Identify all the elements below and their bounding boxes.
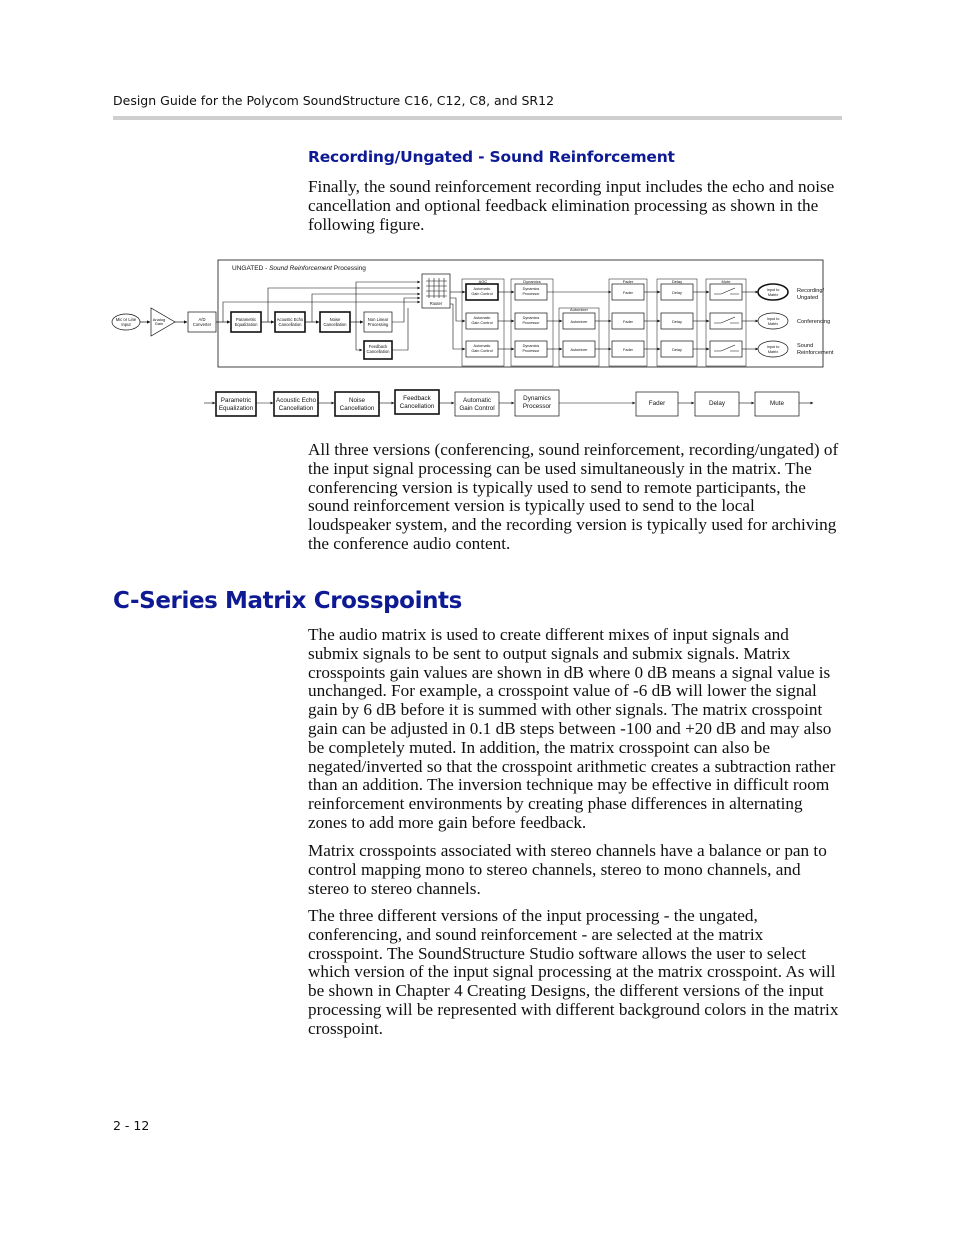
- matrix-paragraph: The audio matrix is used to create different mixes of input signals and submix signals to be sent to output signals and submix signals. Matrix crosspoints gain values are shown in dB where 0 dB means a signal value is unchanged. For example, a crosspoint value of -6 dB will lower the signal gain by 6 dB before it is summed with other signals. The matrix crosspoint gain can be adjusted in 0.1 dB steps between -100 and +20 dB and may also be completely muted. In addition, the matrix crosspoint can also be negated/inverted so that the crosspoint arithmetic creates a subtraction rather than an addition. The inversion technique may be effective in difficult room reinforcement environments by creating phase differences in alternating zones to add more gain before feedback.: [308, 625, 836, 832]
- fader-2-label: Fader: [623, 320, 633, 324]
- agc-column-label: AGC: [478, 279, 488, 284]
- signal-flow-figure: [108, 252, 848, 422]
- dyn-3-label-1: Dynamics: [522, 344, 540, 348]
- analog-gain-label-2: Gain: [154, 321, 164, 326]
- chain-agc-label-2: Gain Control: [459, 405, 495, 412]
- chain-feedback-label-2: Cancellation: [399, 403, 435, 410]
- chain-nc-label-1: Noise: [348, 397, 366, 404]
- agc-2-label-2: Gain Control: [471, 321, 493, 325]
- router-label: Router: [429, 301, 443, 306]
- subsection-heading: Recording/Ungated - Sound Reinforcement: [308, 148, 675, 166]
- chain-peq-box: [216, 392, 256, 416]
- dyn-3-label-2: Processor: [522, 349, 540, 353]
- dynamics-column-label: Dynamics: [523, 279, 541, 284]
- chain-dynamics-label-1: Dynamics: [523, 395, 551, 402]
- chain-feedback-label-1: Feedback: [403, 395, 431, 402]
- nlp-label-2: Processing: [367, 322, 389, 327]
- automixer-1-label: Automixer: [570, 320, 588, 324]
- output-recording-label-2: Ungated: [797, 295, 819, 301]
- section-heading: C-Series Matrix Crosspoints: [113, 588, 462, 614]
- chain-dynamics-label-2: Processor: [522, 403, 552, 410]
- ad-converter-label-1: A/D: [198, 317, 206, 322]
- feedback-label-1: Feedback: [368, 344, 388, 349]
- agc-2-label-1: Automatic: [473, 316, 491, 320]
- chain-aec-box: [274, 392, 318, 416]
- matrix-input-node-2: [758, 313, 788, 329]
- analog-gain-label-1: Analog: [152, 317, 166, 322]
- dyn-2-label-2: Processor: [522, 321, 540, 325]
- chain-aec-label-2: Cancellation: [278, 405, 314, 412]
- matrix-1-label-1: Input to: [766, 288, 780, 292]
- matrix-2-label-1: Input to: [766, 317, 780, 321]
- aec-label-2: Cancellation: [278, 322, 302, 327]
- aec-label-1: Acoustic Echo: [276, 317, 304, 322]
- matrix-input-node-1: [758, 284, 788, 300]
- output-conferencing-label: Conferencing: [797, 319, 831, 325]
- chain-mute-label: Mute: [770, 400, 784, 407]
- fader-3-label: Fader: [623, 348, 633, 352]
- processing-chain: [204, 390, 813, 416]
- fader-column-label: Fader: [622, 279, 634, 284]
- agc-3-label-2: Gain Control: [471, 349, 493, 353]
- chain-nc-label-2: Cancellation: [339, 405, 375, 412]
- mic-input-label-1: Mic or Line: [115, 317, 137, 322]
- chain-aec-label-1: Acoustic Echo: [276, 397, 316, 404]
- intro-paragraph: Finally, the sound reinforcement recording input includes the echo and noise cancellation and optional feedback elimination processing as shown in the following figure.: [308, 177, 835, 234]
- chain-feedback-box: [395, 390, 439, 414]
- mute-column-label: Mute: [721, 279, 731, 284]
- chain-fader-label: Fader: [648, 400, 666, 407]
- chain-peq-label-1: Parametric: [220, 397, 252, 404]
- dyn-1-label-1: Dynamics: [522, 287, 540, 291]
- versions-selection-paragraph: The three different versions of the input processing - the ungated, conferencing, and sound reinforcement - are selected at the matrix crosspoint. The SoundStructure Studio software allows the user to select which version of the input signal processing at the matrix crosspoint. As will be shown in Chapter 4 Creating Designs, the different versions of the input processing will be represented with different background colors in the matrix crosspoint.: [308, 906, 839, 1038]
- feedback-label-2: Cancellation: [366, 349, 390, 354]
- matrix-3-label-1: Input to: [766, 345, 780, 349]
- running-header: Design Guide for the Polycom SoundStructure C16, C12, C8, and SR12: [113, 93, 555, 108]
- peq-label-1: Parametric: [235, 317, 257, 322]
- page-number: 2 - 12: [113, 1118, 150, 1133]
- fader-1-label: Fader: [623, 291, 633, 295]
- delay-2-label: Delay: [672, 320, 682, 324]
- chain-delay-label: Delay: [708, 400, 726, 407]
- chain-nc-box: [335, 392, 379, 416]
- output-sr-label-2: Reinforcement: [797, 350, 834, 356]
- ungated-processing-label: UNGATED - Sound Reinforcement Processing: [232, 265, 366, 272]
- delay-1-label: Delay: [672, 291, 682, 295]
- stereo-paragraph: Matrix crosspoints associated with stereo channels have a balance or pan to control mapping mono to stereo channels, stereo to mono channels, and stereo to stereo channels.: [308, 841, 827, 898]
- versions-paragraph: All three versions (conferencing, sound reinforcement, recording/ungated) of the input signal processing can be used simultaneously in the matrix. The conferencing version is typically used to send to remote participants, the sound reinforcement version is typically used to send to the local loudspeaker system, and the recording version is typically used for archiving the conference audio content.: [308, 440, 839, 553]
- delay-3-label: Delay: [672, 348, 682, 352]
- agc-1-label-2: Gain Control: [471, 292, 493, 296]
- matrix-1-label-2: Matrix: [767, 293, 779, 297]
- nc-label-1: Noise: [329, 317, 341, 322]
- automixer-2-label: Automixer: [570, 348, 588, 352]
- mic-input-label-2: Input: [121, 322, 131, 327]
- chain-agc-label-1: Automatic: [463, 397, 491, 404]
- dyn-1-label-2: Processor: [522, 292, 540, 296]
- chain-agc-box: [455, 392, 499, 416]
- matrix-input-node-3: [758, 341, 788, 357]
- ad-converter-label-2: Converter: [192, 322, 212, 327]
- dyn-2-label-1: Dynamics: [522, 316, 540, 320]
- delay-column-label: Delay: [671, 279, 683, 284]
- matrix-3-label-2: Matrix: [767, 350, 779, 354]
- output-sr-label-1: Sound: [797, 343, 814, 349]
- agc-1-label-1: Automatic: [473, 287, 491, 291]
- chain-peq-label-2: Equalization: [218, 405, 254, 412]
- nlp-label-1: Non Linear: [367, 317, 389, 322]
- header-rule: [113, 116, 842, 120]
- peq-label-2: Equalization: [234, 322, 258, 327]
- automixer-column-label: Automixer: [569, 307, 589, 312]
- signal-flow-diagram: [108, 252, 848, 422]
- agc-3-label-1: Automatic: [473, 344, 491, 348]
- output-recording-label-1: Recording/: [797, 288, 825, 294]
- nc-label-2: Cancellation: [323, 322, 347, 327]
- matrix-2-label-2: Matrix: [767, 322, 779, 326]
